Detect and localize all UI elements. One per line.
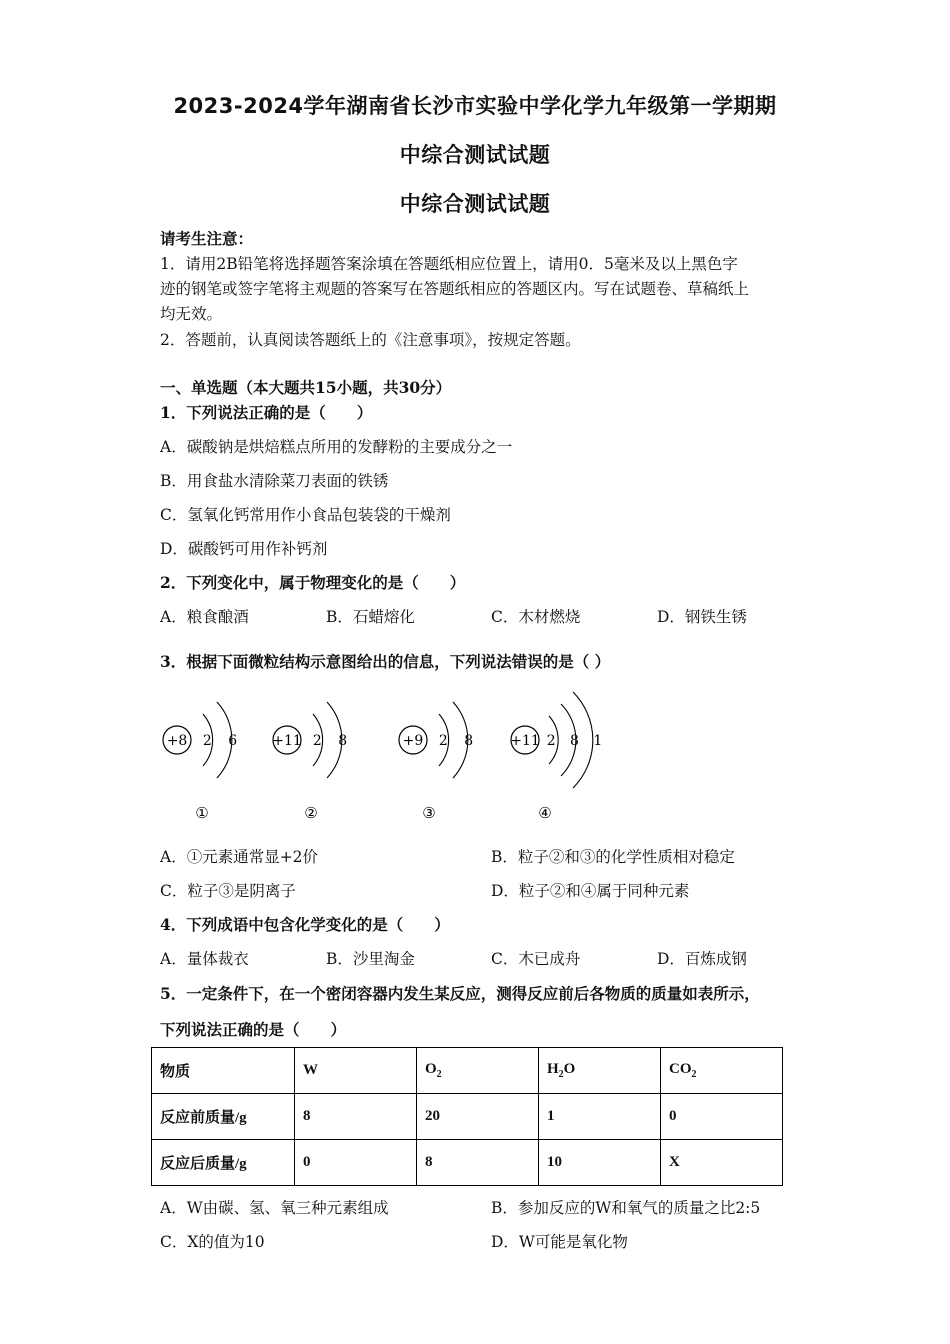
atom-diagram-1 bbox=[163, 702, 243, 822]
table-cell: X bbox=[661, 1140, 783, 1186]
notice-item1-line1: 1．请用2B铅笔将选择题答案涂填在答题纸相应位置上，请用0．5毫米及以上黑色字 bbox=[160, 255, 738, 273]
nucleus-charge-2: +11 bbox=[272, 733, 302, 749]
q3-option-a: A．①元素通常显+2价 bbox=[160, 848, 319, 866]
table-header-cell: W bbox=[295, 1048, 417, 1094]
q5-option-c: C．X的值为10 bbox=[160, 1233, 265, 1251]
q1-option-c: C．氢氧化钙常用作小食品包装袋的干燥剂 bbox=[160, 506, 451, 524]
table-row bbox=[152, 1140, 783, 1186]
formula-subscript: 2 bbox=[558, 1069, 564, 1080]
atom-label-2: ② bbox=[304, 804, 318, 822]
atomic-structure-diagram bbox=[155, 680, 615, 830]
table-header-cell bbox=[539, 1048, 661, 1094]
q4-option-a: A．量体裁衣 bbox=[160, 950, 249, 968]
q4-option-d: D．百炼成钢 bbox=[657, 950, 747, 968]
electron-shells-4: 2 8 1 bbox=[546, 733, 608, 749]
q4-option-c: C．木已成舟 bbox=[491, 950, 581, 968]
q5-stem-line1: 5．一定条件下，在一个密闭容器内发生某反应，测得反应前后各物质的质量如表所示， bbox=[160, 984, 760, 1003]
q5-stem-line2: 下列说法正确的是（ ） bbox=[160, 1020, 347, 1039]
exam-title-line1: 2023-2024学年湖南省长沙市实验中学化学九年级第一学期期 bbox=[173, 94, 777, 118]
notice-heading: 请考生注意： bbox=[160, 229, 254, 248]
formula-co: CO bbox=[669, 1061, 692, 1077]
atom-diagram-3 bbox=[399, 702, 479, 822]
notice-item1-line3: 均无效。 bbox=[160, 305, 223, 323]
formula-subscript: 2 bbox=[691, 1069, 697, 1080]
formula-subscript: 2 bbox=[436, 1069, 442, 1080]
table-cell: 0 bbox=[295, 1140, 417, 1186]
q2-option-a: A．粮食酿酒 bbox=[160, 608, 249, 626]
electron-shells-1: 2 6 bbox=[202, 733, 244, 749]
table-cell: 10 bbox=[539, 1140, 661, 1186]
q2-option-b: B．石蜡熔化 bbox=[326, 608, 415, 626]
table-cell: 20 bbox=[417, 1094, 539, 1140]
mass-data-table bbox=[151, 1047, 783, 1186]
atom-diagram-4 bbox=[510, 692, 607, 822]
q1-option-b: B．用食盐水清除菜刀表面的铁锈 bbox=[160, 472, 389, 490]
q3-option-c: C．粒子③是阴离子 bbox=[160, 882, 296, 900]
table-cell: 8 bbox=[417, 1140, 539, 1186]
exam-title-line2: 中综合测试试题 bbox=[399, 143, 551, 167]
q3-stem: 3．根据下面微粒结构示意图给出的信息，下列说法错误的是（ ） bbox=[160, 652, 611, 671]
q4-stem: 4．下列成语中包含化学变化的是（ ） bbox=[160, 915, 450, 934]
notice-item1-line2: 迹的钢笔或签字笔将主观题的答案写在答题纸相应的答题区内。写在试题卷、草稿纸上 bbox=[160, 280, 750, 298]
atom-label-4: ④ bbox=[538, 804, 552, 822]
q1-option-d: D．碳酸钙可用作补钙剂 bbox=[160, 540, 328, 558]
q2-option-c: C．木材燃烧 bbox=[491, 608, 581, 626]
q4-option-b: B．沙里淘金 bbox=[326, 950, 415, 968]
q2-option-d: D．钢铁生锈 bbox=[657, 608, 747, 626]
table-row bbox=[152, 1094, 783, 1140]
q2-stem: 2．下列变化中，属于物理变化的是（ ） bbox=[160, 573, 466, 592]
q3-option-d: D．粒子②和④属于同种元素 bbox=[491, 882, 690, 900]
formula-h: H bbox=[547, 1061, 559, 1077]
atom-diagram-2 bbox=[272, 702, 353, 822]
electron-shells-2: 2 8 bbox=[312, 733, 354, 749]
table-cell: 0 bbox=[661, 1094, 783, 1140]
table-cell: 反应后质量/g bbox=[152, 1140, 295, 1186]
table-header-cell bbox=[417, 1048, 539, 1094]
q5-option-a: A．W由碳、氢、氧三种元素组成 bbox=[160, 1199, 389, 1217]
table-header-cell bbox=[661, 1048, 783, 1094]
q1-option-a: A．碳酸钠是烘焙糕点所用的发酵粉的主要成分之一 bbox=[160, 438, 513, 456]
q5-option-d: D．W可能是氧化物 bbox=[491, 1233, 628, 1251]
nucleus-charge-4: +11 bbox=[510, 733, 540, 749]
q1-stem: 1．下列说法正确的是（ ） bbox=[160, 403, 373, 422]
table-header-row bbox=[152, 1048, 783, 1094]
electron-shells-3: 2 8 bbox=[438, 733, 480, 749]
table-cell: 8 bbox=[295, 1094, 417, 1140]
table-header-cell: 物质 bbox=[152, 1048, 295, 1094]
nucleus-charge-3: +9 bbox=[402, 733, 424, 749]
table-cell: 反应前质量/g bbox=[152, 1094, 295, 1140]
q3-option-b: B．粒子②和③的化学性质相对稳定 bbox=[491, 848, 735, 866]
section1-heading: 一、单选题（本大题共15小题，共30分） bbox=[160, 378, 452, 397]
formula-o: O bbox=[563, 1061, 576, 1077]
atom-label-3: ③ bbox=[422, 804, 436, 822]
notice-item2: 2．答题前，认真阅读答题纸上的《注意事项》，按规定答题。 bbox=[160, 331, 581, 349]
formula-o2: O bbox=[425, 1061, 437, 1077]
q5-option-b: B．参加反应的W和氧气的质量之比2:5 bbox=[491, 1199, 761, 1217]
table-cell: 1 bbox=[539, 1094, 661, 1140]
exam-title-line3: 中综合测试试题 bbox=[399, 192, 551, 216]
nucleus-charge-1: +8 bbox=[166, 733, 188, 749]
atom-label-1: ① bbox=[195, 804, 209, 822]
